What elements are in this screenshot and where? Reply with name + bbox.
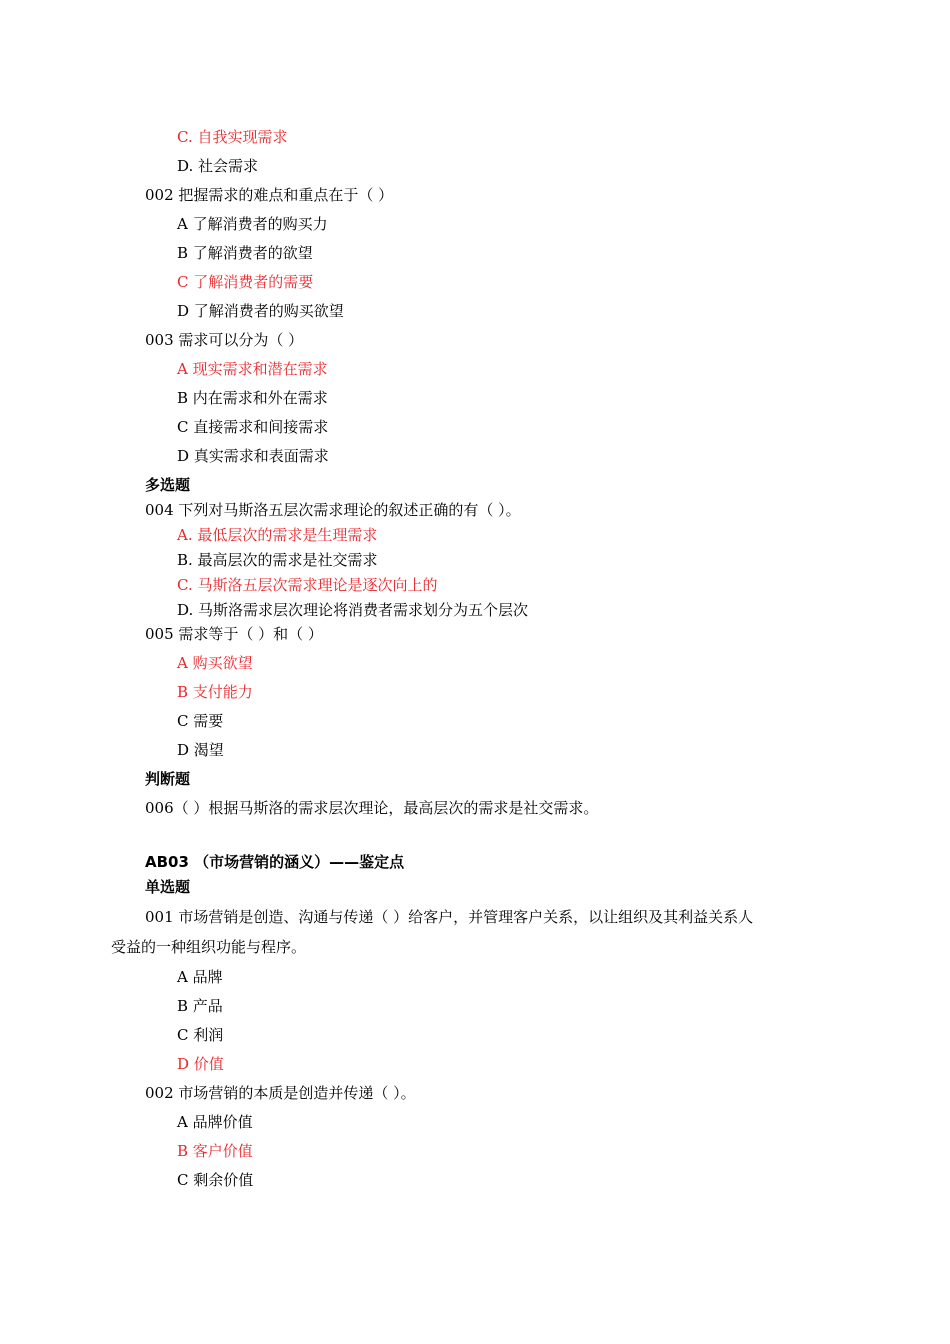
section-heading-multiple-choice: 多选题 [145, 476, 191, 494]
q001-option-a: A 品牌 [177, 968, 223, 986]
question-001-line1: 001 市场营销是创造、沟通与传递（ ）给客户，并管理客户关系，以让组织及其利益关系人 [145, 908, 754, 926]
q003-option-d: D 真实需求和表面需求 [177, 447, 329, 465]
section-heading-true-false: 判断题 [145, 770, 191, 788]
question-002b: 002 市场营销的本质是创造并传递（ ）。 [145, 1084, 416, 1102]
q003-option-b: B 内在需求和外在需求 [177, 389, 328, 407]
q005-option-c: C 需要 [177, 712, 224, 730]
q002-option-a: A 了解消费者的购买力 [177, 215, 328, 233]
q003-option-a-answer: A 现实需求和潜在需求 [177, 360, 328, 378]
q-option-c-answer: C. 自我实现需求 [177, 128, 288, 146]
q005-option-a-answer: A 购买欲望 [177, 654, 253, 672]
q002b-option-c: C 剩余价值 [177, 1171, 254, 1189]
q003-option-c: C 直接需求和间接需求 [177, 418, 329, 436]
q005-option-d: D 渴望 [177, 741, 224, 759]
q004-option-a-answer: A. 最低层次的需求是生理需求 [177, 526, 378, 544]
q002-option-c-answer: C 了解消费者的需要 [177, 273, 314, 291]
q004-option-c-answer: C. 马斯洛五层次需求理论是逐次向上的 [177, 576, 438, 594]
q005-option-b-answer: B 支付能力 [177, 683, 253, 701]
q001-option-d-answer: D 价值 [177, 1055, 224, 1073]
q002b-option-a: A 品牌价值 [177, 1113, 253, 1131]
q002-option-d: D 了解消费者的购买欲望 [177, 302, 344, 320]
question-004: 004 下列对马斯洛五层次需求理论的叙述正确的有（ ）。 [145, 501, 521, 519]
topic-heading-ab03: AB03 （市场营销的涵义）——鉴定点 [145, 853, 405, 871]
q002-option-b: B 了解消费者的欲望 [177, 244, 313, 262]
q002b-option-b-answer: B 客户价值 [177, 1142, 253, 1160]
question-003: 003 需求可以分为（ ） [145, 331, 304, 349]
q004-option-d: D. 马斯洛需求层次理论将消费者需求划分为五个层次 [177, 601, 529, 619]
q001-option-c: C 利润 [177, 1026, 224, 1044]
question-001-line2: 受益的一种组织功能与程序。 [111, 938, 307, 956]
question-005: 005 需求等于（ ）和（ ） [145, 625, 323, 643]
question-002: 002 把握需求的难点和重点在于（ ） [145, 186, 394, 204]
section-heading-single-choice: 单选题 [145, 878, 191, 896]
q004-option-b: B. 最高层次的需求是社交需求 [177, 551, 378, 569]
question-006: 006（ ）根据马斯洛的需求层次理论，最高层次的需求是社交需求。 [145, 799, 599, 817]
q-option-d: D. 社会需求 [177, 157, 259, 175]
q001-option-b: B 产品 [177, 997, 223, 1015]
